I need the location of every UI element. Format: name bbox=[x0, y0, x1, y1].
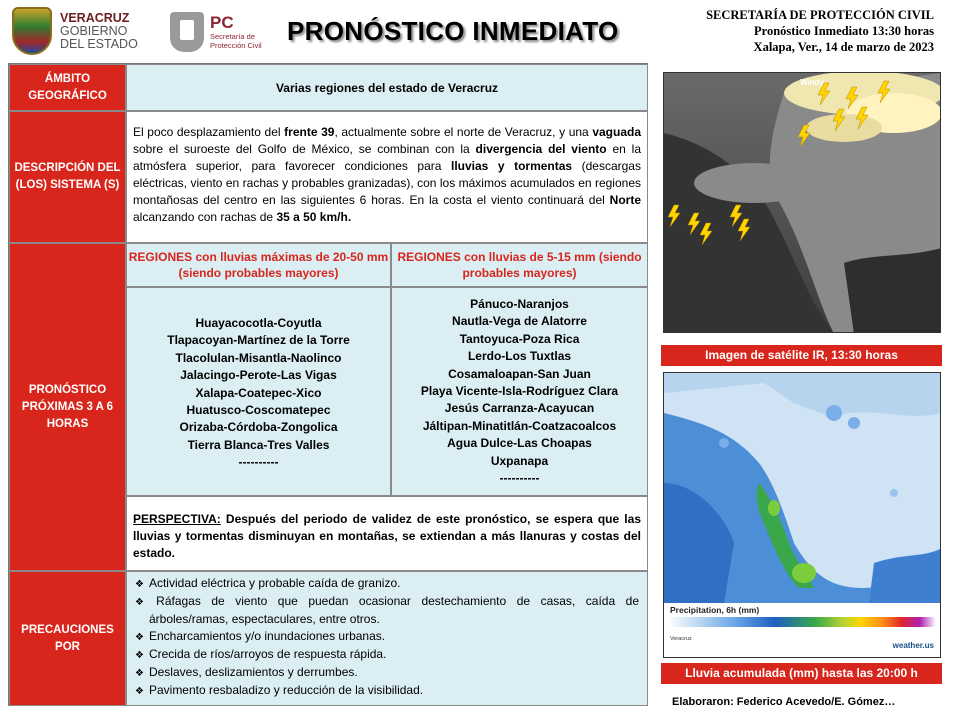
regiones-max-head: REGIONES con lluvias máximas de 20-50 mm (siendo probables mayores) bbox=[126, 243, 391, 287]
region-item: Tlapacoyan-Martínez de la Torre bbox=[167, 333, 350, 348]
regiones-max-list bbox=[126, 287, 391, 496]
region-item: Playa Vicente-Isla-Rodríguez Clara bbox=[420, 384, 619, 399]
logo-line2: GOBIERNO bbox=[60, 23, 128, 38]
precaucion-item: ❖ Encharcamientos y/o inundaciones urbanas. bbox=[135, 628, 639, 646]
region-item: Tierra Blanca-Tres Valles bbox=[187, 437, 330, 452]
region-item: Jalacingo-Perote-Las Vigas bbox=[180, 368, 337, 383]
footer-authors: Elaboraron: Federico Acevedo/E. Gómez… bbox=[672, 696, 896, 708]
page-title: PRONÓSTICO INMEDIATO bbox=[287, 16, 619, 46]
rain-legend-title: Precipitation, 6h (mm) bbox=[670, 605, 760, 615]
agency-info bbox=[706, 7, 934, 55]
pc-logo-small2: Protección Civil bbox=[210, 41, 262, 50]
forecast-table bbox=[8, 63, 648, 706]
perspectiva-label: PERSPECTIVA: bbox=[133, 512, 221, 526]
precaucion-item: ❖ Deslaves, deslizamientos y derrumbes. bbox=[135, 664, 639, 682]
precaucion-item: ❖ Ráfagas de viento que puedan ocasionar destechamiento de casas, caída de árboles/ramas, espectaculares, entre otros. bbox=[135, 593, 639, 628]
perspectiva-text: PERSPECTIVA: Después del periodo de validez de este pronóstico, se espera que las lluvias y tormentas disminuyan en montañas, se extiendan a más llanuras y costas del estado. bbox=[126, 496, 648, 571]
region-item: Huayacocotla-Coyutla bbox=[195, 316, 322, 330]
region-item: Xalapa-Coatepec-Xico bbox=[195, 385, 322, 400]
rain-map bbox=[663, 372, 941, 658]
precaucion-item: ❖ Crecida de ríos/arroyos de respuesta rápida. bbox=[135, 646, 639, 664]
region-item: Tlacolulan-Misantla-Naolinco bbox=[175, 350, 342, 365]
precauciones-list bbox=[126, 571, 648, 706]
pc-shield-icon bbox=[170, 12, 204, 52]
weatherus-brand: weather.us bbox=[892, 641, 934, 650]
veracruz-logo-text bbox=[60, 12, 138, 51]
label-descripcion: DESCRIPCIÓN DEL (LOS) SISTEMA (S) bbox=[9, 111, 126, 243]
label-ambito: ÁMBITO GEOGRÁFICO bbox=[9, 64, 126, 111]
windy-badge: Windy bbox=[800, 78, 824, 87]
region-item: ---------- bbox=[238, 455, 279, 470]
region-item: Cosamaloapan-San Juan bbox=[448, 366, 591, 381]
region-item: Huatusco-Coscomatepec bbox=[186, 403, 331, 418]
region-item: Pánuco-Naranjos bbox=[470, 297, 569, 311]
label-pronostico: PRONÓSTICO PRÓXIMAS 3 A 6 HORAS bbox=[9, 243, 126, 571]
region-item: Orizaba-Córdoba-Zongolica bbox=[179, 420, 338, 435]
label-precauciones: PRECAUCIONES POR bbox=[9, 571, 126, 706]
veracruz-shield-icon bbox=[12, 7, 52, 55]
regiones-min-head: REGIONES con lluvias de 5-15 mm (siendo probables mayores) bbox=[391, 243, 648, 287]
rain-legend-bar bbox=[668, 617, 936, 627]
pc-logo-big: PC bbox=[210, 13, 234, 32]
logo-line1: VERACRUZ bbox=[60, 10, 130, 25]
precaucion-item: ❖ Pavimento resbaladizo y reducción de la visibilidad. bbox=[135, 682, 639, 700]
ambito-value: Varias regiones del estado de Veracruz bbox=[126, 64, 648, 111]
forecast-time: Pronóstico Inmediato 13:30 horas bbox=[754, 24, 934, 38]
region-item: Jesús Carranza-Acayucan bbox=[444, 401, 595, 416]
agency-name: SECRETARÍA DE PROTECCIÓN CIVIL bbox=[706, 8, 934, 22]
region-item: Jáltipan-Minatitlán-Coatzacoalcos bbox=[422, 418, 617, 433]
rain-caption: Lluvia acumulada (mm) hasta las 20:00 h bbox=[661, 663, 942, 684]
satellite-caption: Imagen de satélite IR, 13:30 horas bbox=[661, 345, 942, 366]
precaucion-item: ❖ Actividad eléctrica y probable caída de granizo. bbox=[135, 575, 639, 593]
region-item: Nautla-Vega de Alatorre bbox=[452, 314, 587, 329]
descripcion-text: El poco desplazamiento del frente 39, actualmente sobre el norte de Veracruz, y una vaguada sobre el suroeste del Golfo de México, se combinan con la divergencia del viento en la atmósfera superior, para favorecer condiciones para lluvias y tormentas (descargas eléctricas, viento en rachas y probables granizadas), con los máximos acumulados en regiones montañosas del centro en las siguientes 6 horas. En la costa el viento continuará del Norte alcanzando con rachas de 35 a 50 km/h. bbox=[126, 111, 648, 243]
pc-logo-small1: Secretaría de bbox=[210, 32, 256, 41]
satellite-image bbox=[663, 72, 941, 333]
veracruz-logo bbox=[12, 6, 162, 56]
region-item: Uxpanapa bbox=[490, 453, 549, 468]
forecast-date: Xalapa, Ver., 14 de marzo de 2023 bbox=[753, 40, 934, 54]
region-item: Lerdo-Los Tuxtlas bbox=[467, 349, 572, 364]
region-item: Tantoyuca-Poza Rica bbox=[459, 331, 580, 346]
rain-legend-region: Veracruz bbox=[670, 636, 692, 642]
proteccion-civil-logo bbox=[170, 10, 270, 54]
regiones-min-list bbox=[391, 287, 648, 496]
logo-line3: DEL ESTADO bbox=[60, 36, 138, 51]
region-item: Agua Dulce-Las Choapas bbox=[447, 436, 592, 451]
region-item: ---------- bbox=[499, 471, 540, 486]
